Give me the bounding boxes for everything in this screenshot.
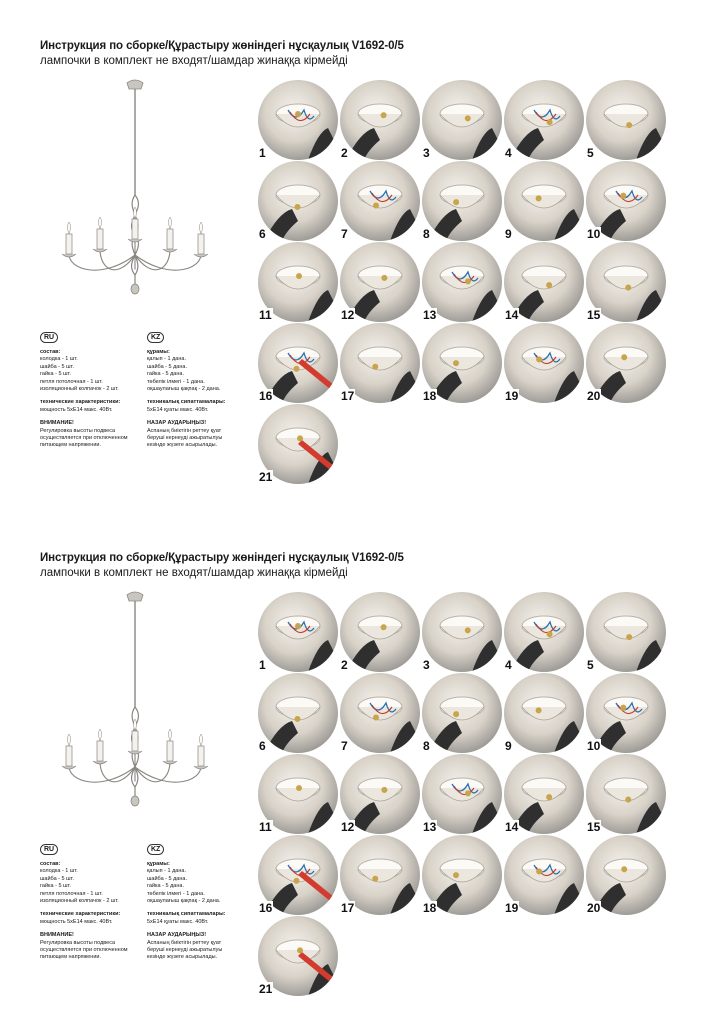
step-number: 12 <box>341 308 355 322</box>
language-badge: RU <box>40 844 58 855</box>
step-12 <box>340 754 420 834</box>
step-8 <box>422 161 502 241</box>
step-number: 5 <box>587 658 594 672</box>
spec-line: мощность 5хЕ14 макс. 40Вт. <box>40 406 113 413</box>
step-photo <box>340 673 420 753</box>
step-number: 14 <box>505 820 519 834</box>
step-12 <box>340 242 420 322</box>
step-6 <box>258 161 338 241</box>
step-photo <box>422 80 502 160</box>
step-photo <box>422 673 502 753</box>
spec-line: шайба - 5 дана. <box>147 875 187 882</box>
step-7 <box>340 161 420 241</box>
step-19 <box>504 835 584 915</box>
spec-section <box>40 932 135 962</box>
step-2 <box>340 80 420 160</box>
step-number: 9 <box>505 739 512 753</box>
step-5 <box>586 80 666 160</box>
step-photo <box>340 80 420 160</box>
language-badge: KZ <box>147 844 164 855</box>
spec-heading: құрамы: <box>147 861 170 867</box>
spec-heading: құрамы: <box>147 349 170 355</box>
step-17 <box>340 835 420 915</box>
step-number: 13 <box>423 308 437 322</box>
step-20 <box>586 323 666 403</box>
step-number: 10 <box>587 739 601 753</box>
chandelier-illustration <box>55 587 215 822</box>
step-photo <box>258 592 338 672</box>
spec-heading: технические характеристики: <box>40 399 121 406</box>
step-7 <box>340 673 420 753</box>
step-number: 16 <box>259 901 273 915</box>
step-19 <box>504 323 584 403</box>
spec-line: төбелік ілмегі - 1 дана. <box>147 890 205 897</box>
step-number: 17 <box>341 389 355 403</box>
spec-line: петля потолочная - 1 шт. <box>40 890 103 897</box>
step-photo <box>258 161 338 241</box>
spec-line: қалып - 1 дана. <box>147 356 186 363</box>
step-number: 7 <box>341 739 348 753</box>
spec-line: беруші кернеуді ажыратылуы <box>147 435 223 442</box>
step-number: 1 <box>259 146 266 160</box>
spec-line: шайба - 5 шт. <box>40 363 74 370</box>
spec-heading: технические характеристики: <box>40 911 121 918</box>
step-number: 8 <box>423 739 430 753</box>
step-21 <box>258 404 338 484</box>
step-15 <box>586 242 666 322</box>
spec-line: Регулировка высоты подвеса <box>40 427 116 434</box>
page-subtitle: лампочки в комплект не входят/шамдар жинаққа кірмейді <box>40 55 348 67</box>
spec-line: мощность 5хЕ14 макс. 40Вт. <box>40 918 113 925</box>
step-photo <box>504 673 584 753</box>
spec-section <box>147 911 242 926</box>
step-6 <box>258 673 338 753</box>
spec-line: петля потолочная - 1 шт. <box>40 378 103 385</box>
step-number: 3 <box>423 658 430 672</box>
spec-line: гайка - 5 шт. <box>40 371 71 378</box>
specs-ru <box>40 844 135 968</box>
step-number: 18 <box>423 901 437 915</box>
spec-line: питающем напряжении. <box>40 442 102 449</box>
spec-heading: состав: <box>40 861 61 867</box>
step-21 <box>258 916 338 996</box>
language-badge: KZ <box>147 332 164 343</box>
step-1 <box>258 80 338 160</box>
step-number: 7 <box>341 227 348 241</box>
spec-line: гайка - 5 шт. <box>40 883 71 890</box>
spec-line: осуществляется при отключенном <box>40 435 128 442</box>
step-number: 18 <box>423 389 437 403</box>
step-number: 5 <box>587 146 594 160</box>
step-photo <box>504 161 584 241</box>
step-1 <box>258 592 338 672</box>
specs-kz <box>147 844 242 968</box>
step-20 <box>586 835 666 915</box>
step-8 <box>422 673 502 753</box>
spec-heading: НАЗАР АУДАРЫҢЫЗ! <box>147 932 207 939</box>
step-number: 11 <box>259 820 272 834</box>
page-title: Инструкция по сборке/Құрастыру жөніндегі нұсқаулық V1692-0/5 <box>40 40 404 52</box>
step-photo <box>422 592 502 672</box>
step-photo <box>504 80 584 160</box>
step-number: 1 <box>259 658 266 672</box>
step-13 <box>422 754 502 834</box>
spec-line: шайба - 5 дана. <box>147 363 187 370</box>
step-9 <box>504 161 584 241</box>
step-9 <box>504 673 584 753</box>
step-11 <box>258 242 338 322</box>
spec-line: шайба - 5 шт. <box>40 875 74 882</box>
spec-section <box>40 861 135 905</box>
spec-heading: техникалық сипаттамалары: <box>147 399 226 406</box>
step-number: 2 <box>341 658 348 672</box>
step-number: 12 <box>341 820 355 834</box>
spec-section <box>147 420 242 450</box>
step-18 <box>422 835 502 915</box>
spec-line: төбелік ілмегі - 1 дана. <box>147 378 205 385</box>
step-photo <box>504 592 584 672</box>
step-4 <box>504 592 584 672</box>
step-number: 4 <box>505 658 512 672</box>
step-17 <box>340 323 420 403</box>
spec-heading: НАЗАР АУДАРЫҢЫЗ! <box>147 420 207 427</box>
step-number: 6 <box>259 227 266 241</box>
step-number: 19 <box>505 901 519 915</box>
step-14 <box>504 754 584 834</box>
language-badge: RU <box>40 332 58 343</box>
step-number: 17 <box>341 901 355 915</box>
spec-line: қалып - 1 дана. <box>147 868 186 875</box>
spec-line: Регулировка высоты подвеса <box>40 939 116 946</box>
step-number: 19 <box>505 389 519 403</box>
step-3 <box>422 592 502 672</box>
step-number: 11 <box>259 308 272 322</box>
step-15 <box>586 754 666 834</box>
spec-line: колодка - 1 шт. <box>40 356 78 363</box>
step-2 <box>340 592 420 672</box>
chandelier-illustration <box>55 75 215 310</box>
spec-line: Аспаның биіктігін реттеу қуат <box>147 427 222 434</box>
spec-line: 5хЕ14 қуаты макс. 40Вт. <box>147 406 209 413</box>
step-4 <box>504 80 584 160</box>
spec-section <box>147 932 242 962</box>
step-number: 15 <box>587 820 601 834</box>
spec-section <box>40 399 135 414</box>
step-photo <box>258 80 338 160</box>
step-number: 8 <box>423 227 430 241</box>
step-number: 4 <box>505 146 512 160</box>
step-number: 15 <box>587 308 601 322</box>
spec-line: 5хЕ14 қуаты макс. 40Вт. <box>147 918 209 925</box>
spec-line: изоляционный колпачок - 2 шт. <box>40 898 119 905</box>
step-number: 10 <box>587 227 601 241</box>
step-number: 9 <box>505 227 512 241</box>
step-number: 6 <box>259 739 266 753</box>
instruction-sheet-bottom <box>0 512 723 1024</box>
step-10 <box>586 161 666 241</box>
step-number: 3 <box>423 146 430 160</box>
specs-ru <box>40 332 135 456</box>
step-number: 21 <box>259 982 273 996</box>
spec-line: гайка - 5 дана. <box>147 371 184 378</box>
step-16 <box>258 323 338 403</box>
page-title: Инструкция по сборке/Құрастыру жөніндегі нұсқаулық V1692-0/5 <box>40 552 404 564</box>
step-number: 20 <box>587 389 601 403</box>
spec-heading: состав: <box>40 349 61 355</box>
step-18 <box>422 323 502 403</box>
spec-line: гайка - 5 дана. <box>147 883 184 890</box>
specs-kz <box>147 332 242 456</box>
step-photo <box>422 161 502 241</box>
step-11 <box>258 754 338 834</box>
step-photo <box>586 80 666 160</box>
step-photo <box>340 161 420 241</box>
spec-line: изоляционный колпачок - 2 шт. <box>40 386 119 393</box>
step-photo <box>340 592 420 672</box>
spec-line: осуществляется при отключенном <box>40 947 128 954</box>
page-subtitle: лампочки в комплект не входят/шамдар жинаққа кірмейді <box>40 567 348 579</box>
step-16 <box>258 835 338 915</box>
spec-section <box>147 861 242 905</box>
spec-line: колодка - 1 шт. <box>40 868 78 875</box>
spec-line: беруші кернеуді ажыратылуы <box>147 947 223 954</box>
step-5 <box>586 592 666 672</box>
spec-line: кезінде жүзеге асырылады. <box>147 954 218 961</box>
spec-line: оқшаулағыш қақпақ - 2 дана. <box>147 386 221 393</box>
spec-line: оқшаулағыш қақпақ - 2 дана. <box>147 898 221 905</box>
step-number: 16 <box>259 389 273 403</box>
step-number: 20 <box>587 901 601 915</box>
step-10 <box>586 673 666 753</box>
spec-line: кезінде жүзеге асырылады. <box>147 442 218 449</box>
spec-heading: ВНИМАНИЕ! <box>40 932 74 939</box>
spec-line: питающем напряжении. <box>40 954 102 961</box>
spec-line: Аспаның биіктігін реттеу қуат <box>147 939 222 946</box>
spec-heading: ВНИМАНИЕ! <box>40 420 74 427</box>
spec-section <box>40 420 135 450</box>
step-13 <box>422 242 502 322</box>
spec-section <box>40 911 135 926</box>
spec-section <box>40 349 135 393</box>
step-number: 21 <box>259 470 273 484</box>
spec-section <box>147 349 242 393</box>
step-number: 14 <box>505 308 519 322</box>
spec-heading: техникалық сипаттамалары: <box>147 911 226 918</box>
step-photo <box>258 673 338 753</box>
step-number: 2 <box>341 146 348 160</box>
step-3 <box>422 80 502 160</box>
spec-section <box>147 399 242 414</box>
step-14 <box>504 242 584 322</box>
step-photo <box>586 592 666 672</box>
step-number: 13 <box>423 820 437 834</box>
